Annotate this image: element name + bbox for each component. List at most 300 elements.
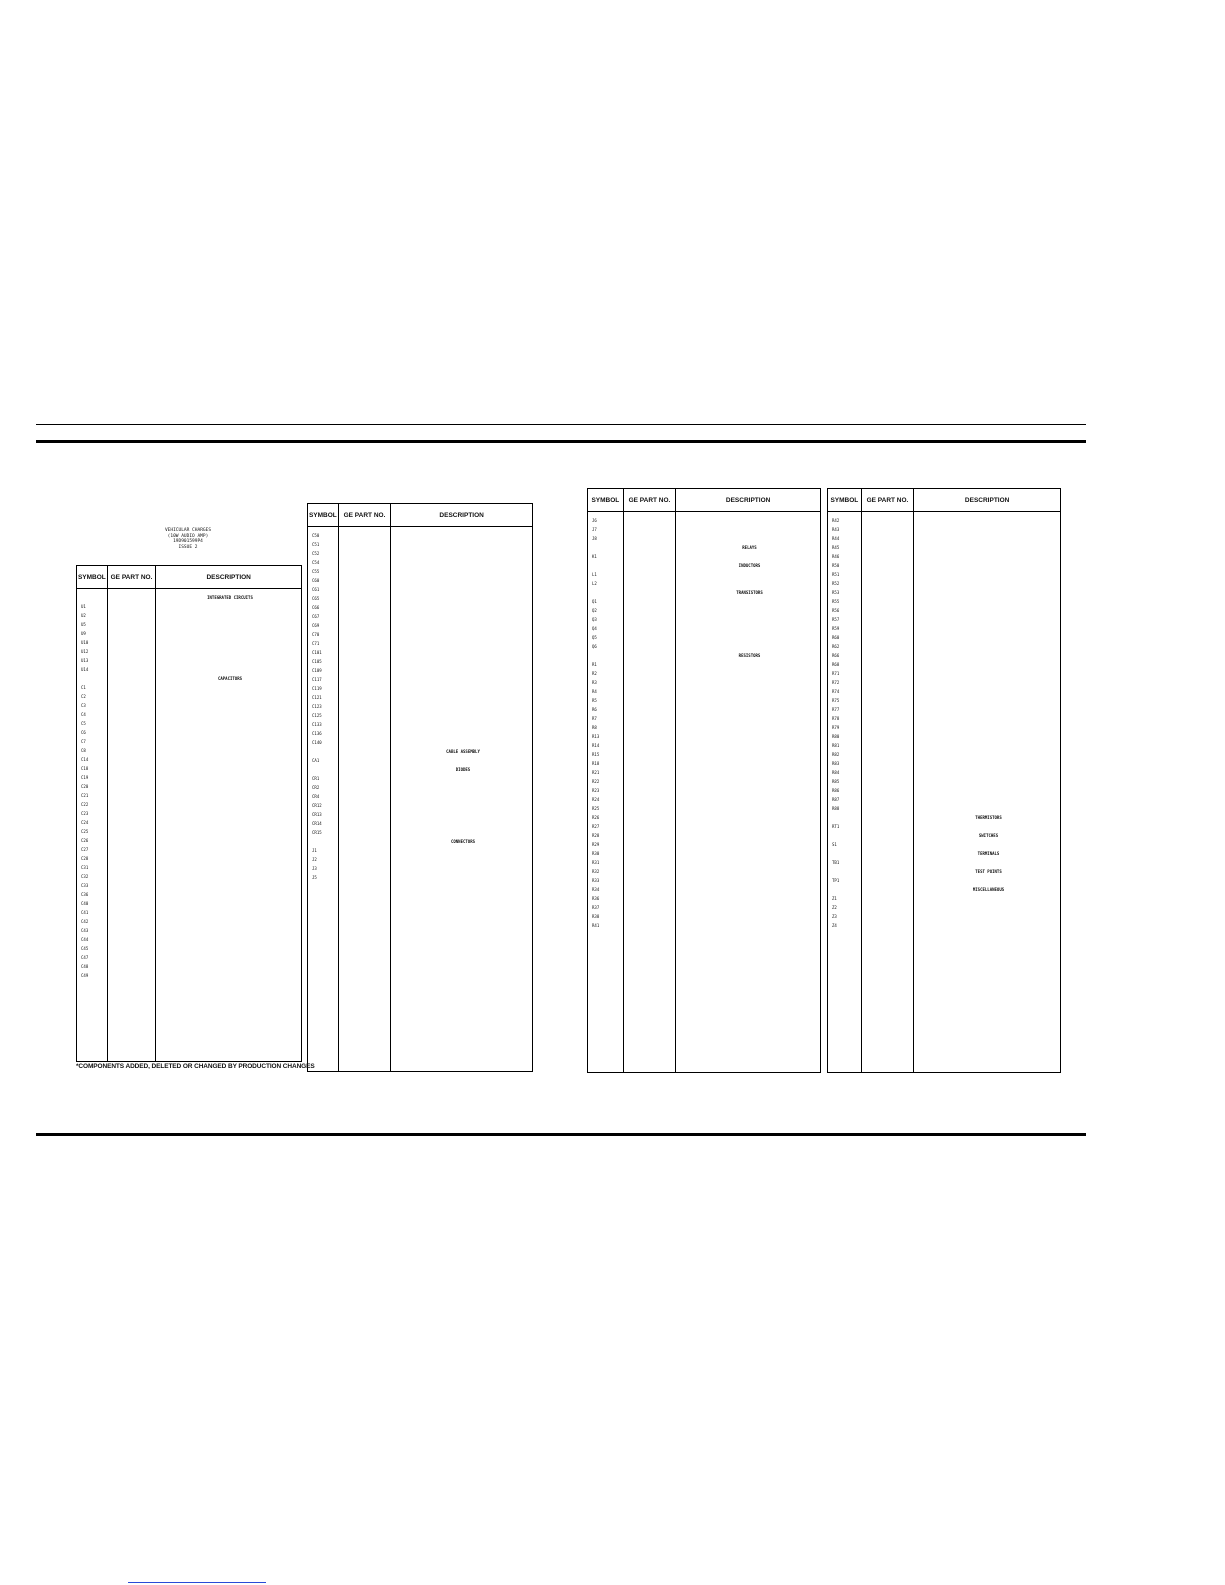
part-number-cell [338, 855, 390, 864]
part-number-cell [861, 804, 913, 813]
symbol-cell: C55 [312, 569, 320, 574]
symbol-cell: R42 [832, 518, 840, 523]
part-number-cell [623, 768, 675, 777]
description-cell [675, 579, 820, 588]
symbol-cell: C27 [81, 847, 89, 852]
symbol-cell: R50 [832, 563, 840, 568]
symbol-cell: C47 [81, 955, 89, 960]
description-cell [155, 791, 301, 800]
table-body [308, 527, 532, 1071]
parts-table-4 [827, 488, 1061, 1073]
table-row [77, 881, 301, 890]
table-row [77, 665, 301, 674]
symbol-cell: CR14 [312, 821, 322, 826]
symbol-cell: C23 [81, 811, 89, 816]
table-row [77, 728, 301, 737]
part-number-cell [861, 894, 913, 903]
description-cell [675, 867, 820, 876]
symbol-cell: TB1 [832, 860, 840, 865]
part-number-cell [623, 885, 675, 894]
table-row [588, 561, 820, 570]
table-row [828, 786, 1060, 795]
table-row [828, 525, 1060, 534]
description-cell: CONNECTORS [450, 839, 476, 844]
part-number-cell [338, 657, 390, 666]
symbol-cell: C54 [312, 560, 320, 565]
part-number-cell [623, 894, 675, 903]
table-row [308, 711, 532, 720]
part-number-cell [107, 809, 155, 818]
description-cell [675, 777, 820, 786]
symbol-cell: C41 [81, 910, 89, 915]
description-cell [675, 750, 820, 759]
table-row [588, 777, 820, 786]
symbol-cell: C1 [81, 685, 86, 690]
part-number-cell [107, 791, 155, 800]
part-number-cell [107, 719, 155, 728]
description-cell [675, 732, 820, 741]
table-row [77, 602, 301, 611]
table-row [828, 552, 1060, 561]
description-cell [913, 516, 1060, 525]
description-cell [155, 737, 301, 746]
table-rows [588, 516, 820, 930]
description-cell [675, 921, 820, 930]
table-row [308, 855, 532, 864]
part-number-cell [107, 827, 155, 836]
table-row [77, 773, 301, 782]
table-row [77, 710, 301, 719]
symbol-cell: U9 [81, 631, 86, 636]
description-cell [155, 845, 301, 854]
description-cell [675, 597, 820, 606]
description-cell [155, 746, 301, 755]
symbol-cell: R38 [592, 914, 600, 919]
description-header: DESCRIPTION [206, 573, 251, 581]
table-row [308, 693, 532, 702]
table-row [77, 800, 301, 809]
description-cell [675, 642, 820, 651]
part-number-cell [107, 917, 155, 926]
symbol-cell: C52 [312, 551, 320, 556]
description-cell [390, 576, 532, 585]
page-link[interactable] [128, 1582, 266, 1583]
part-number-cell [861, 768, 913, 777]
part-number-cell [107, 638, 155, 647]
part-number-cell [861, 831, 913, 840]
part-number-cell [861, 678, 913, 687]
symbol-cell: CR1 [312, 776, 320, 781]
table-row [588, 588, 820, 597]
symbol-cell: U12 [81, 649, 89, 654]
table-row [828, 705, 1060, 714]
symbol-cell: R13 [592, 734, 600, 739]
table-row [77, 962, 301, 971]
symbol-cell: C45 [81, 946, 89, 951]
description-cell [390, 855, 532, 864]
part-number-cell [861, 921, 913, 930]
symbol-cell: C50 [312, 533, 320, 538]
symbol-cell: R28 [592, 833, 600, 838]
description-cell [390, 657, 532, 666]
symbol-cell: TP1 [832, 878, 840, 883]
symbol-cell: CR12 [312, 803, 322, 808]
part-number-cell [623, 642, 675, 651]
symbol-cell: R2 [592, 671, 597, 676]
symbol-cell: C140 [312, 740, 322, 745]
description-cell [390, 531, 532, 540]
symbol-cell: C49 [81, 973, 89, 978]
symbol-cell: R18 [592, 761, 600, 766]
description-cell [155, 620, 301, 629]
description-cell [675, 894, 820, 903]
description-cell [675, 840, 820, 849]
part-number-cell [338, 675, 390, 684]
description-cell [675, 534, 820, 543]
part-number-cell [338, 603, 390, 612]
part-number-cell [107, 890, 155, 899]
table-row [77, 611, 301, 620]
part-number-cell [623, 588, 675, 597]
part-number-cell [107, 647, 155, 656]
part-number-cell [107, 953, 155, 962]
part-number-cell [338, 765, 390, 774]
symbol-cell: C67 [312, 614, 320, 619]
part-number-cell [861, 858, 913, 867]
part-number-cell [623, 741, 675, 750]
symbol-cell: C125 [312, 713, 322, 718]
part-number-cell [861, 651, 913, 660]
part-number-cell [107, 764, 155, 773]
part-number-cell [338, 720, 390, 729]
symbol-cell: C119 [312, 686, 322, 691]
description-cell [155, 782, 301, 791]
table-row [588, 795, 820, 804]
part-number-cell [861, 813, 913, 822]
part-number-cell [861, 642, 913, 651]
table-row [588, 705, 820, 714]
table-row [588, 525, 820, 534]
symbol-cell: Z4 [832, 923, 837, 928]
description-cell [390, 603, 532, 612]
description-cell [390, 585, 532, 594]
part-number-header: GE PART NO. [339, 504, 392, 526]
table-row [588, 840, 820, 849]
description-cell: TEST POINTS [975, 869, 1002, 874]
description-cell [155, 827, 301, 836]
description-cell [913, 768, 1060, 777]
symbol-cell: R27 [592, 824, 600, 829]
part-number-cell [338, 792, 390, 801]
part-number-cell [861, 777, 913, 786]
part-number-cell [107, 629, 155, 638]
table-row [828, 903, 1060, 912]
description-cell [913, 777, 1060, 786]
table-row [588, 615, 820, 624]
description-cell [155, 818, 301, 827]
symbol-cell: C36 [81, 892, 89, 897]
description-cell [913, 543, 1060, 552]
part-number-cell [861, 516, 913, 525]
table-row [828, 804, 1060, 813]
description-cell [155, 611, 301, 620]
symbol-cell [588, 588, 623, 597]
table-row [828, 777, 1060, 786]
description-cell [675, 552, 820, 561]
part-number-cell [623, 579, 675, 588]
symbol-cell: R3 [592, 680, 597, 685]
symbol-cell: R66 [832, 653, 840, 658]
description-cell [155, 890, 301, 899]
symbol-cell: C109 [312, 668, 322, 673]
symbol-cell: C70 [312, 632, 320, 637]
description-cell [675, 687, 820, 696]
part-number-cell [623, 840, 675, 849]
part-number-cell [861, 786, 913, 795]
description-cell [913, 678, 1060, 687]
part-number-cell [861, 570, 913, 579]
symbol-cell: R51 [832, 572, 840, 577]
description-cell [155, 800, 301, 809]
table-row [308, 738, 532, 747]
part-number-cell [861, 552, 913, 561]
symbol-cell: R82 [832, 752, 840, 757]
description-cell [913, 714, 1060, 723]
symbol-cell: R81 [832, 743, 840, 748]
symbol-cell: R84 [832, 770, 840, 775]
table-row [588, 579, 820, 588]
table-row [77, 890, 301, 899]
part-number-cell [861, 849, 913, 858]
part-number-cell [861, 759, 913, 768]
description-cell [675, 606, 820, 615]
table-row [308, 576, 532, 585]
part-number-cell [338, 630, 390, 639]
description-cell [913, 651, 1060, 660]
table-row [828, 570, 1060, 579]
table-row [77, 818, 301, 827]
table-row [588, 570, 820, 579]
description-cell [390, 666, 532, 675]
part-number-cell [623, 786, 675, 795]
symbol-cell [588, 651, 623, 660]
part-number-cell [623, 858, 675, 867]
part-number-cell [338, 594, 390, 603]
description-cell [155, 755, 301, 764]
part-number-cell [107, 971, 155, 980]
description-cell [675, 813, 820, 822]
table-row [828, 849, 1060, 858]
part-number-cell [338, 648, 390, 657]
table-row [828, 795, 1060, 804]
part-number-cell [338, 621, 390, 630]
part-number-cell [861, 840, 913, 849]
part-number-cell [338, 549, 390, 558]
symbol-cell: J7 [592, 527, 597, 532]
table-row [308, 720, 532, 729]
description-cell [390, 810, 532, 819]
table-row [828, 579, 1060, 588]
description-cell [913, 606, 1060, 615]
part-number-cell [861, 606, 913, 615]
table-row [77, 719, 301, 728]
symbol-cell: U14 [81, 667, 89, 672]
part-number-cell [623, 705, 675, 714]
description-cell [913, 561, 1060, 570]
part-number-cell [861, 903, 913, 912]
table-row [308, 864, 532, 873]
part-number-cell [338, 756, 390, 765]
part-number-cell [107, 773, 155, 782]
symbol-header: SYMBOL [77, 566, 108, 588]
symbol-cell: R37 [592, 905, 600, 910]
description-cell: CABLE ASSEMBLY [446, 749, 480, 754]
description-cell [155, 719, 301, 728]
table-row [828, 912, 1060, 921]
description-cell [675, 714, 820, 723]
bottom-thick-rule [36, 1133, 1086, 1136]
symbol-cell: R62 [832, 644, 840, 649]
symbol-cell: R71 [832, 671, 840, 676]
table-row [77, 917, 301, 926]
table-header [77, 566, 301, 589]
top-thick-rule [36, 440, 1086, 443]
production-changes-footnote: *COMPONENTS ADDED, DELETED OR CHANGED BY PRODUCTION CHANGES [76, 1063, 315, 1070]
description-cell [155, 935, 301, 944]
table-row [308, 684, 532, 693]
symbol-cell: C48 [81, 964, 89, 969]
symbol-cell: U1 [81, 604, 86, 609]
symbol-cell: R56 [832, 608, 840, 613]
table-row [77, 863, 301, 872]
table-row [828, 597, 1060, 606]
symbol-cell: R31 [592, 860, 600, 865]
part-number-cell [107, 656, 155, 665]
description-cell [155, 881, 301, 890]
symbol-cell: Q2 [592, 608, 597, 613]
description-cell [390, 774, 532, 783]
description-cell [913, 921, 1060, 930]
description-cell [675, 903, 820, 912]
description-cell [675, 786, 820, 795]
part-number-cell [623, 516, 675, 525]
symbol-cell: C4 [81, 712, 86, 717]
description-cell [913, 741, 1060, 750]
description-cell [155, 908, 301, 917]
table-row [828, 651, 1060, 660]
symbol-cell: C133 [312, 722, 322, 727]
symbol-cell: CR4 [312, 794, 320, 799]
symbol-cell: C121 [312, 695, 322, 700]
description-cell [675, 804, 820, 813]
table-row [828, 615, 1060, 624]
part-number-cell [623, 597, 675, 606]
table-row [588, 696, 820, 705]
symbol-cell: R88 [832, 806, 840, 811]
part-number-cell [338, 810, 390, 819]
part-number-cell [338, 747, 390, 756]
description-cell [155, 773, 301, 782]
part-number-cell [107, 908, 155, 917]
part-number-cell [107, 602, 155, 611]
symbol-cell: C66 [312, 605, 320, 610]
part-number-cell [861, 543, 913, 552]
table-row [588, 858, 820, 867]
table-row [828, 660, 1060, 669]
table-row [308, 810, 532, 819]
table-row [77, 908, 301, 917]
table-rows [308, 531, 532, 882]
table-row [828, 561, 1060, 570]
symbol-cell: R29 [592, 842, 600, 847]
table-row [588, 534, 820, 543]
description-cell [390, 801, 532, 810]
description-cell [155, 629, 301, 638]
table-row [308, 630, 532, 639]
description-cell [675, 858, 820, 867]
description-cell [155, 809, 301, 818]
symbol-cell: R26 [592, 815, 600, 820]
part-number-cell [623, 867, 675, 876]
description-cell [155, 665, 301, 674]
table-row [588, 624, 820, 633]
table-row [77, 638, 301, 647]
table-row [588, 759, 820, 768]
table-row [77, 629, 301, 638]
symbol-cell: C71 [312, 641, 320, 646]
description-cell [675, 696, 820, 705]
description-cell [390, 675, 532, 684]
symbol-cell: R80 [832, 734, 840, 739]
part-number-cell [338, 801, 390, 810]
part-number-cell [107, 701, 155, 710]
description-cell [155, 836, 301, 845]
description-cell [913, 615, 1060, 624]
part-number-cell [623, 813, 675, 822]
description-cell [913, 534, 1060, 543]
description-cell [390, 684, 532, 693]
part-number-header: GE PART NO. [862, 489, 915, 511]
description-cell [155, 926, 301, 935]
part-number-cell [861, 876, 913, 885]
description-cell [675, 741, 820, 750]
symbol-cell: CR15 [312, 830, 322, 835]
part-number-cell [623, 822, 675, 831]
table-row [308, 621, 532, 630]
symbol-cell: C26 [81, 838, 89, 843]
description-cell [155, 656, 301, 665]
part-number-cell [623, 696, 675, 705]
symbol-cell: Q3 [592, 617, 597, 622]
symbol-cell: C22 [81, 802, 89, 807]
symbol-cell: R8 [592, 725, 597, 730]
description-cell [675, 723, 820, 732]
description-cell [913, 525, 1060, 534]
description-cell [675, 885, 820, 894]
description-header: DESCRIPTION [725, 496, 771, 504]
description-cell [675, 705, 820, 714]
part-number-cell [338, 711, 390, 720]
vehicular-charges-note: VEHICULAR CHARGES (10W AUDIO AMP) 19D901599P4 ISSUE 2 [164, 528, 212, 550]
table-row [588, 633, 820, 642]
part-number-cell [107, 836, 155, 845]
table-row [828, 534, 1060, 543]
part-number-cell [107, 854, 155, 863]
part-number-cell [623, 678, 675, 687]
symbol-cell: R7 [592, 716, 597, 721]
part-number-cell [107, 737, 155, 746]
symbol-cell: R52 [832, 581, 840, 586]
